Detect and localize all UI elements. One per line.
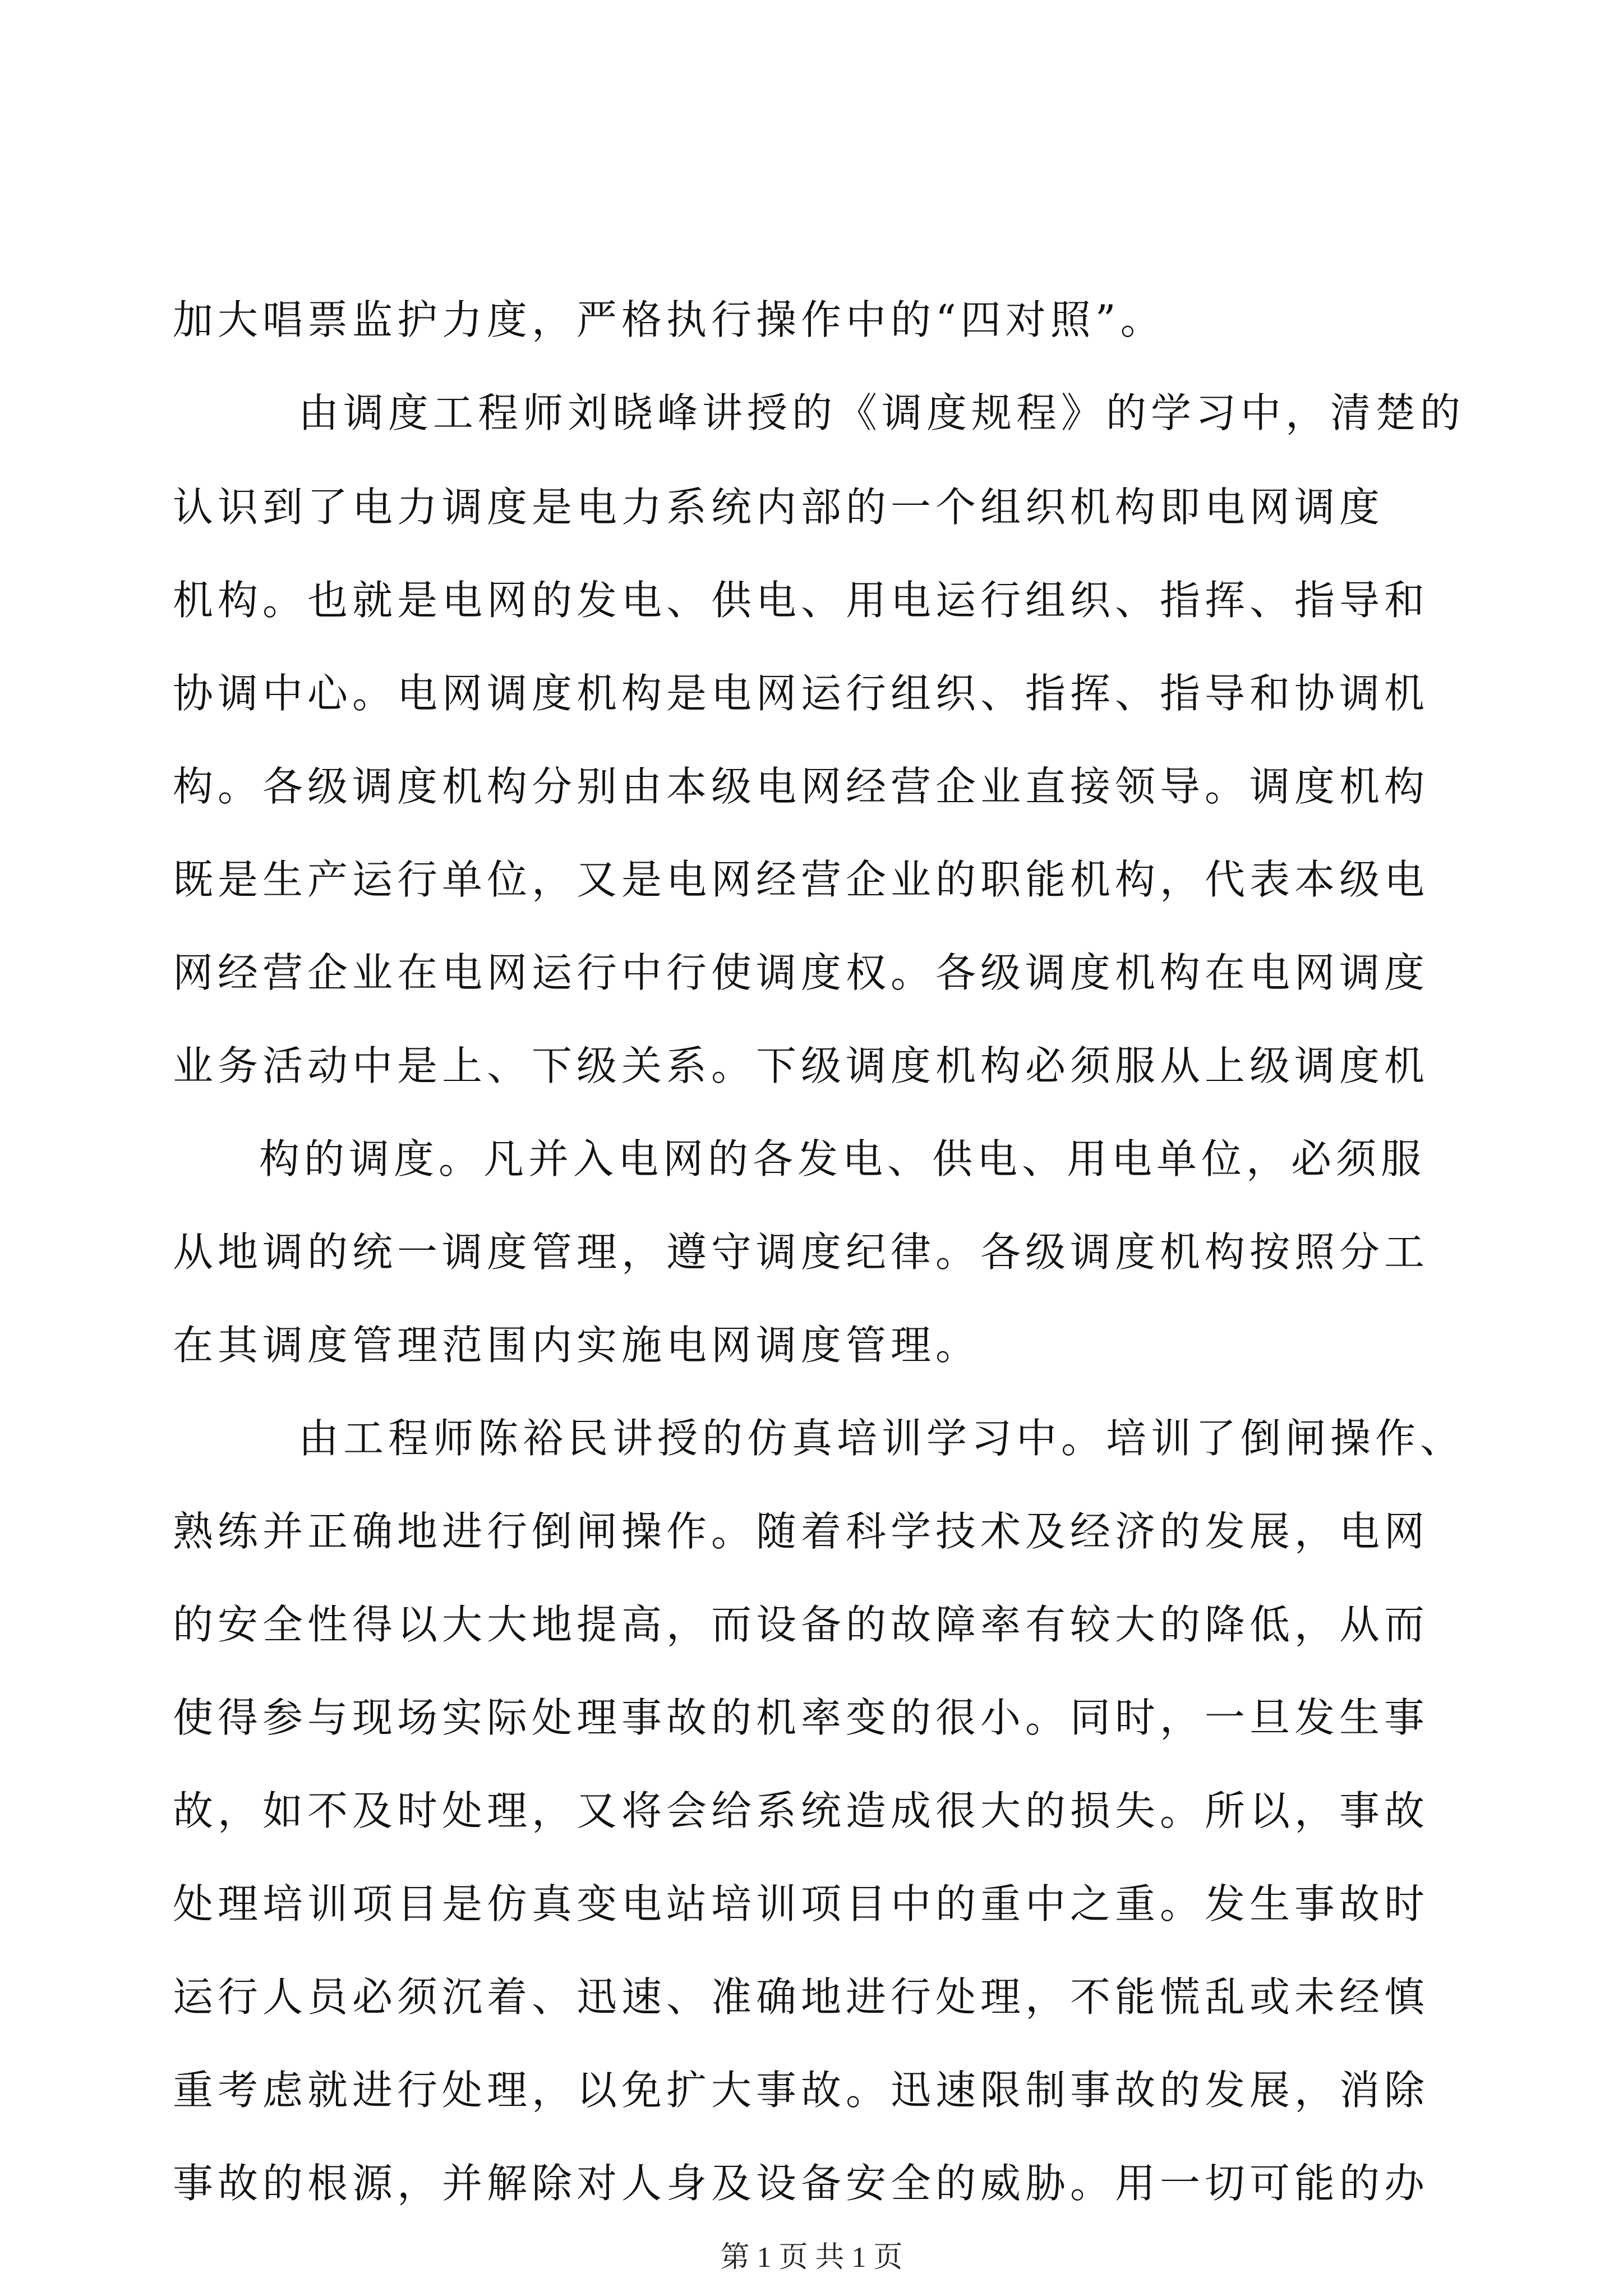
text-line: 故，如不及时处理，又将会给系统造成很大的损失。所以，事故 (173, 1787, 1430, 1834)
text-line: 机构。也就是电网的发电、供电、用电运行组织、指挥、指导和 (173, 577, 1430, 624)
text-line: 的安全性得以大大地提高，而设备的故障率有较大的降低，从而 (173, 1601, 1430, 1648)
text-line: 协调中心。电网调度机构是电网运行组织、指挥、指导和协调机 (173, 670, 1430, 717)
text-line: 业务活动中是上、下级关系。下级调度机构必须服从上级调度机 (173, 1042, 1430, 1089)
text-line: 既是生产运行单位，又是电网经营企业的职能机构，代表本级电 (173, 856, 1430, 903)
text-line: 从地调的统一调度管理，遵守调度纪律。各级调度机构按照分工 (173, 1228, 1430, 1276)
text-line: 网经营企业在电网运行中行使调度权。各级调度机构在电网调度 (173, 949, 1430, 996)
text-line: 加大唱票监护力度，严格执行操作中的“四对照”。 (173, 296, 1165, 343)
text-line: 构的调度。凡并入电网的各发电、供电、用电单位，必须服 (259, 1135, 1426, 1182)
text-line: 重考虑就进行处理，以免扩大事故。迅速限制事故的发展，消除 (173, 2067, 1430, 2114)
text-line: 熟练并正确地进行倒闸操作。随着科学技术及经济的发展，电网 (173, 1508, 1430, 1555)
text-line: 在其调度管理范围内实施电网调度管理。 (173, 1322, 981, 1369)
text-line: 使得参与现场实际处理事故的机率变的很小。同时，一旦发生事 (173, 1694, 1430, 1741)
text-line: 由工程师陈裕民讲授的仿真培训学习中。培训了倒闸操作、 (298, 1415, 1465, 1462)
text-line: 处理培训项目是仿真变电站培训项目中的重中之重。发生事故时 (173, 1880, 1430, 1927)
page-footer: 第 1 页 共 1 页 (720, 2242, 903, 2274)
text-line: 由调度工程师刘晓峰讲授的《调度规程》的学习中，清楚的 (298, 389, 1465, 436)
text-line: 运行人员必须沉着、迅速、准确地进行处理，不能慌乱或未经慎 (173, 1973, 1430, 2021)
text-line: 认识到了电力调度是电力系统内部的一个组织机构即电网调度 (173, 484, 1385, 531)
text-line: 事故的根源，并解除对人身及设备安全的威胁。用一切可能的办 (173, 2160, 1430, 2207)
text-line: 构。各级调度机构分别由本级电网经营企业直接领导。调度机构 (173, 763, 1430, 810)
